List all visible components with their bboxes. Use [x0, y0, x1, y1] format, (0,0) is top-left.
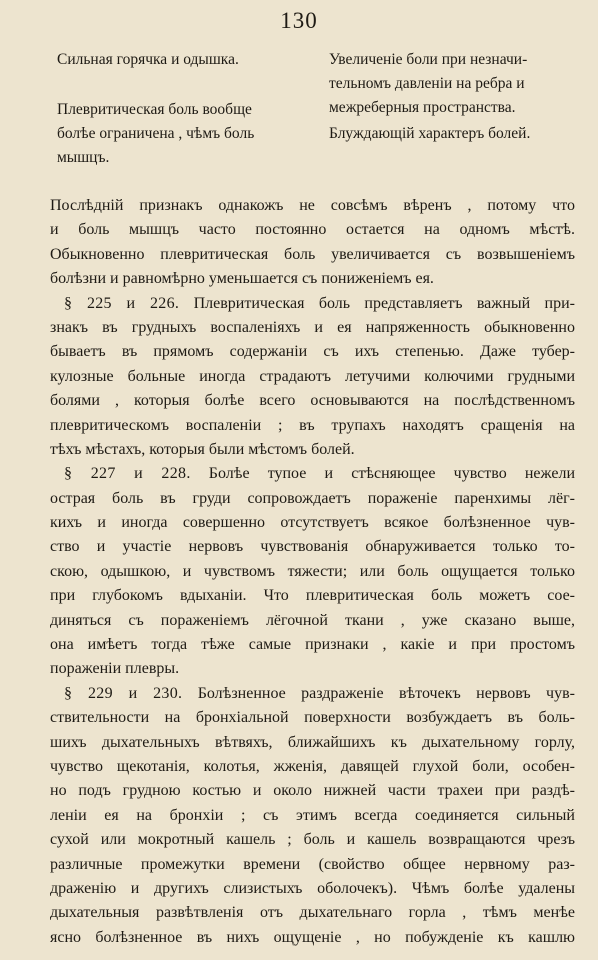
text-line-rest: Болѣе тупое и стѣсняющее чувство нежели — [190, 465, 576, 483]
symptom-line: Блуждающій характеръ болей. — [329, 125, 531, 142]
text-line: дыхательныя развѣтвленія отъ дыхательнаго горла , тѣмъ менѣе — [50, 904, 575, 922]
text-line: чувство щекотанія, колотья, жженія, давящей глухой боли, особен- — [50, 757, 575, 775]
section-ref: § 227 и 228. — [64, 465, 191, 483]
text-line: знакъ въ грудныхъ воспаленіяхъ и ея напряженность обыкновенно — [50, 318, 575, 336]
symptom-line: Плевритическая боль вообще — [57, 101, 252, 118]
symptom-line: межреберныя пространства. — [329, 99, 516, 116]
text-line: бываетъ въ прямомъ содержаніи съ ихъ степенью. Даже тубер- — [50, 343, 575, 361]
text-line-rest: Болѣзненное раздраженіе вѣточекъ нервовъ чув- — [182, 684, 575, 702]
text-line: сухой или мокротный кашель ; боль и кашель возвращаются чрезъ — [50, 831, 575, 849]
symptom-entry — [57, 48, 307, 72]
text-line: кихъ и иногда совершенно отсутствуетъ всякое болѣзненное чув- — [50, 514, 575, 532]
paragraph — [50, 462, 575, 682]
symptom-line: тельномъ давленіи на ребра и — [329, 75, 525, 92]
text-line: при глубокомъ вдыханіи. Что плевритическая боль можетъ сое- — [50, 587, 575, 605]
text-line — [50, 292, 575, 316]
symptom-line: мышцъ. — [57, 149, 110, 166]
section-ref: § 229 и 230. — [64, 684, 183, 702]
text-line: ство и участіе нервовъ чувствованія обнаруживается только то- — [50, 538, 575, 556]
symptom-line: Увеличеніе боли при незначи- — [329, 51, 528, 68]
section-ref: § 225 и 226. — [64, 294, 180, 312]
text-line: скою, одышкою, и чувствомъ тяжести; или боль ощущается только — [50, 562, 575, 580]
text-line — [50, 462, 575, 486]
page-number: 130 — [280, 8, 318, 33]
symptoms-right-column — [329, 48, 574, 146]
paragraph — [50, 194, 575, 292]
text-line: но подъ грудною костью и около нижней части трахеи при раздѣ- — [50, 782, 575, 800]
text-line: Послѣдній признакъ однакожъ не совсѣмъ вѣренъ , потому что — [50, 197, 575, 214]
symptom-line: болѣе ограничена , чѣмъ боль — [57, 125, 255, 142]
text-line: плевритическомъ воспаленіи ; въ трупахъ находятъ сращенія на — [50, 416, 575, 434]
text-line: ясно болѣзненное въ нихъ ощущеніе , но побужденіе къ кашлю — [50, 928, 575, 946]
paragraph — [50, 682, 575, 950]
text-line: болѣзни и равномѣрно уменьшается съ пониженіемъ ея. — [50, 270, 434, 288]
text-line: леніи ея на бронхіи ; съ этимъ всегда соединяется сильный — [50, 806, 575, 824]
text-line: острая боль въ груди сопровождаетъ пораженіе паренхимы лёг- — [50, 489, 575, 507]
text-line: ствительности на бронхіальной поверхности возбуждаетъ въ боль- — [50, 709, 575, 727]
symptom-line: Сильная горячка и одышка. — [57, 51, 239, 68]
symptoms-left-column — [57, 48, 307, 170]
text-line: болями , которыя болѣе всего основываются на послѣдственномъ — [50, 392, 575, 410]
text-line: Обыкновенно плевритическая боль увеличивается съ возвышеніемъ — [50, 245, 575, 263]
text-line: драженію и другихъ слизистыхъ оболочекъ). Чѣмъ болѣе удалены — [50, 879, 575, 897]
text-line: тѣхъ мѣстахъ, которыя были мѣстомъ болей. — [50, 440, 355, 458]
text-line: диняться съ пораженіемъ лёгочной ткани , уже сказано выше, — [50, 611, 575, 629]
symptom-entry — [57, 98, 307, 170]
text-line: она имѣетъ тогда тѣже самые признаки , какіе и при простомъ — [50, 636, 575, 654]
text-line: различные промежутки времени (свойство общее нервному раз- — [50, 855, 575, 873]
text-line: кулозные больные иногда страдаютъ летучими колючими грудными — [50, 367, 575, 385]
text-line: и боль мышцъ часто постоянно остается на одномъ мѣстѣ. — [50, 221, 575, 239]
symptom-entry — [329, 122, 574, 146]
body-text — [50, 194, 575, 950]
text-line — [50, 682, 575, 706]
paragraph — [50, 292, 575, 463]
text-line: пораженіи плевры. — [50, 660, 180, 678]
text-line-rest: Плевритическая боль представляетъ важный при- — [179, 294, 575, 312]
text-line: шихъ дыхательныхъ вѣтвяхъ, ближайшихъ къ дыхательному горлу, — [50, 733, 575, 751]
symptom-entry — [329, 48, 574, 120]
